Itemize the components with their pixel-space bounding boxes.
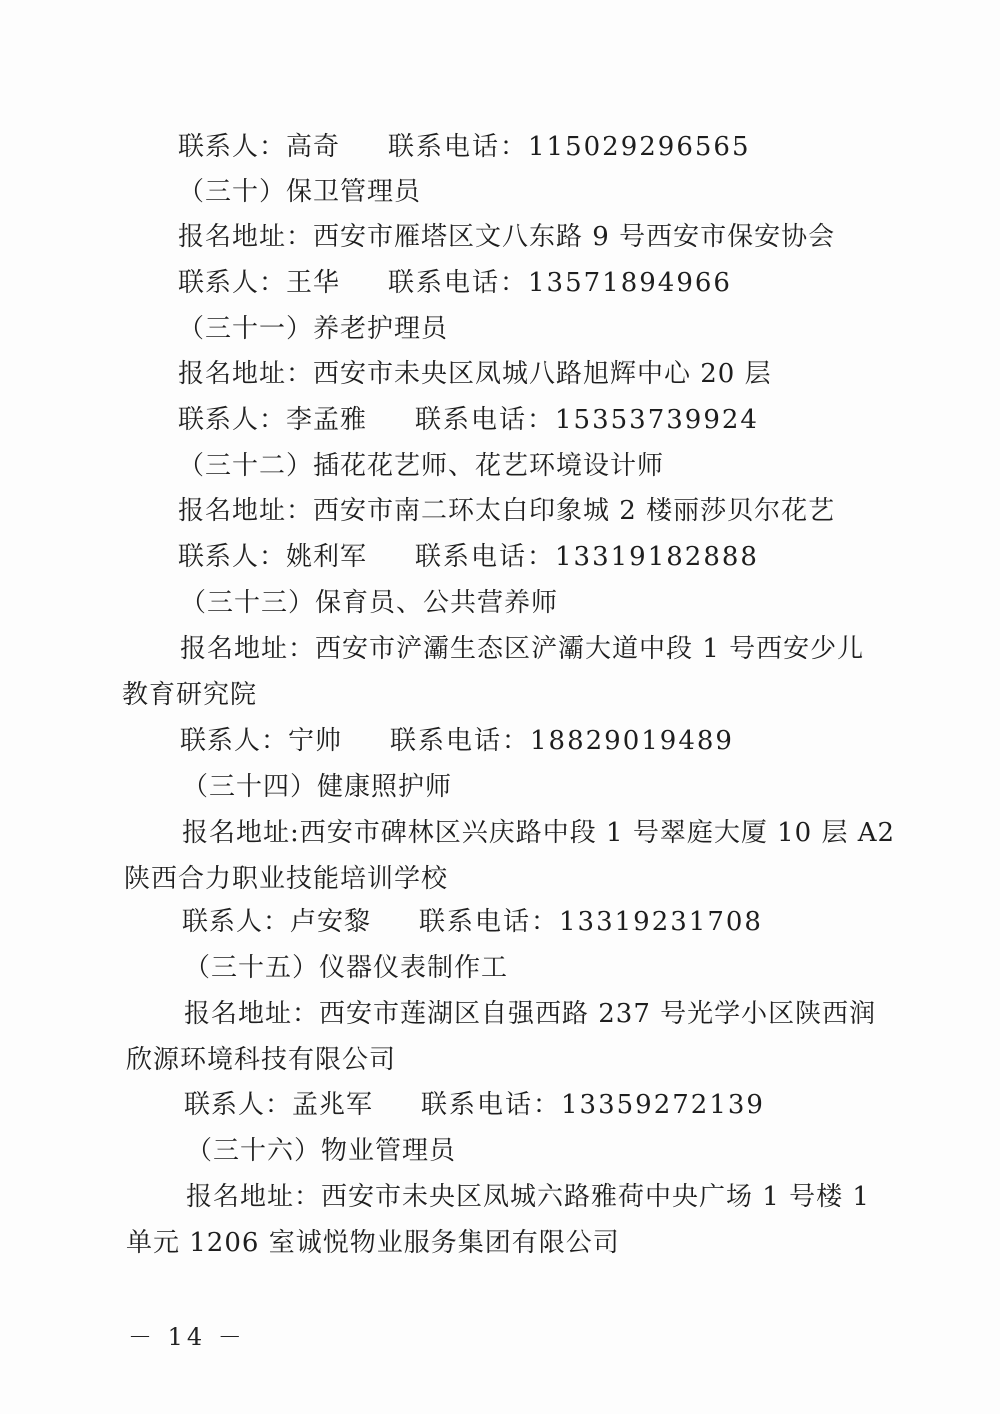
address-line: 报名地址:西安市碑林区兴庆路中段 1 号翠庭大厦 10 层 A2 xyxy=(182,818,896,848)
section-heading: （三十三）保育员、公共营养师 xyxy=(180,588,559,618)
address-continuation: 欣源环境科技有限公司 xyxy=(126,1045,397,1075)
contact-line xyxy=(182,905,763,939)
section-heading: （三十一）养老护理员 xyxy=(178,314,449,344)
contact-line xyxy=(178,266,732,300)
contact-person: 联系人：王华 xyxy=(178,268,341,298)
address-line: 报名地址：西安市莲湖区自强西路 237 号光学小区陕西润 xyxy=(184,999,877,1029)
contact-line xyxy=(184,1088,765,1122)
address-continuation: 教育研究院 xyxy=(122,680,258,710)
contact-phone: 联系电话：15353739924 xyxy=(415,405,759,435)
contact-person: 联系人：李孟雅 xyxy=(178,405,368,435)
contact-person: 联系人：宁帅 xyxy=(180,726,343,756)
address-line: 报名地址：西安市未央区凤城六路雅荷中央广场 1 号楼 1 xyxy=(186,1182,870,1212)
section-heading: （三十四）健康照护师 xyxy=(182,772,453,802)
contact-line xyxy=(180,724,734,758)
contact-line xyxy=(178,130,751,164)
contact-phone: 联系电话：11502929656​5 xyxy=(388,132,751,162)
contact-person: 联系人：高奇 xyxy=(178,132,341,162)
page-number: － 14 － xyxy=(128,1323,246,1351)
contact-person: 联系人：卢安黎 xyxy=(182,907,372,937)
address-line: 报名地址：西安市未央区凤城八路旭辉中心 20 层 xyxy=(178,359,772,389)
contact-line xyxy=(178,403,759,437)
section-heading: （三十六）物业管理员 xyxy=(186,1136,457,1166)
contact-phone: 联系电话：13319231708 xyxy=(419,907,763,937)
contact-phone: 联系电话：13359272139 xyxy=(421,1090,765,1120)
address-continuation: 陕西合力职业技能培训学校 xyxy=(124,864,449,894)
address-line: 报名地址：西安市浐灞生态区浐灞大道中段 1 号西安少儿 xyxy=(180,634,865,664)
contact-line xyxy=(178,540,759,574)
contact-phone: 联系电话：18829019489 xyxy=(390,726,734,756)
contact-phone: 联系电话：13319182888 xyxy=(415,542,759,572)
section-heading: （三十二）插花花艺师、花艺环境设计师 xyxy=(178,451,665,481)
contact-phone: 联系电话：13571894966 xyxy=(388,268,732,298)
section-heading: （三十）保卫管理员 xyxy=(178,177,422,207)
address-line: 报名地址：西安市雁塔区文八东路 9 号西安市保安协会 xyxy=(178,222,836,252)
contact-person: 联系人：孟兆军 xyxy=(184,1090,374,1120)
contact-person: 联系人：姚利军 xyxy=(178,542,368,572)
address-line: 报名地址：西安市南二环太白印象城 2 楼丽莎贝尔花艺 xyxy=(178,496,836,526)
address-continuation: 单元 1206 室诚悦物业服务集团有限公司 xyxy=(126,1228,620,1258)
section-heading: （三十五）仪器仪表制作工 xyxy=(184,953,509,983)
